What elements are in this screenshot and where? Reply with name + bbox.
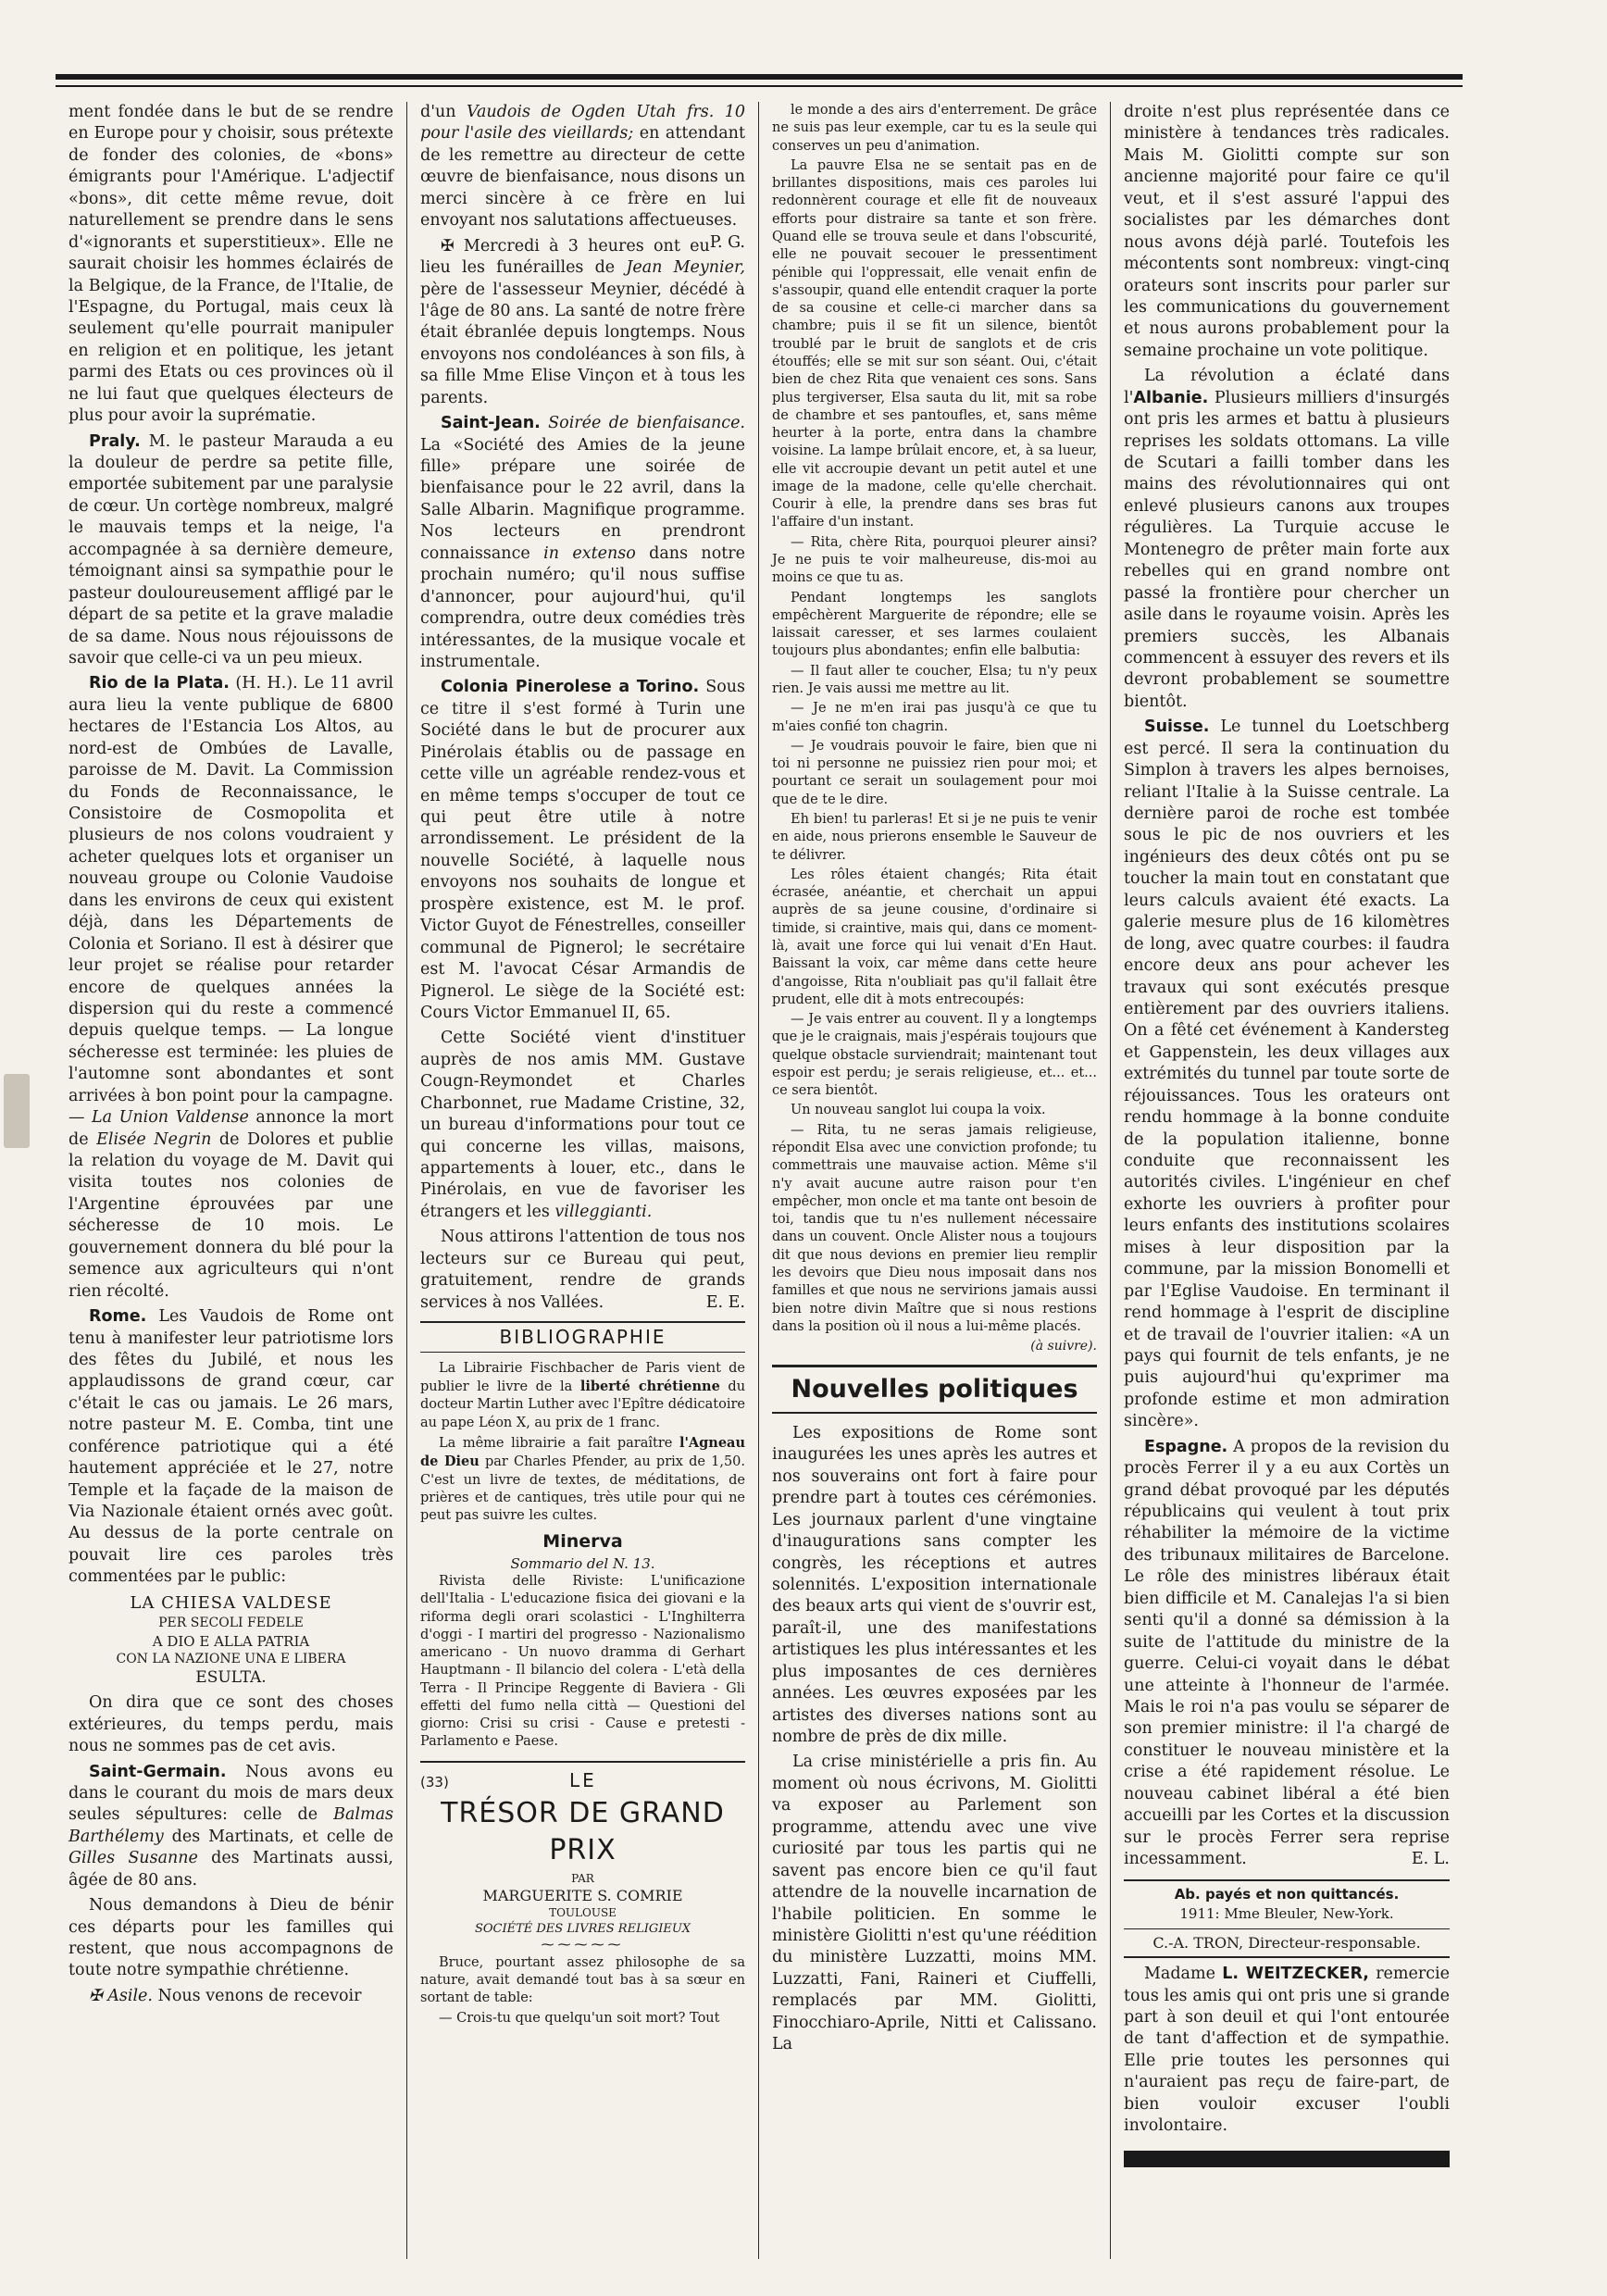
feuilleton-text xyxy=(420,1954,745,2028)
feuilleton-text-2: — Crois-tu que quelqu'un soit mort? Tout xyxy=(439,2010,720,2026)
rome-after: On dira que ce sont des choses extérieures, du temps perdu, mais nous ne sommes pas de cet avis. xyxy=(69,1693,393,1756)
asile-cont-1: d'un xyxy=(420,103,456,121)
espagne-article xyxy=(1124,1437,1450,1871)
rio-article xyxy=(69,673,393,1303)
albanie-text-2: Plusieurs milliers d'insurgés ont pris les armes et battu à plusieurs reprises les soldats ottomans. La ville de Scutari a failli tomber dans les mains des révolutionnaires qui ont enlevé plusieurs canons aux troupes régulières. La Turquie accuse le Montenegro de prêter main forte aux rebelles qui en grand nombre ont passé la frontière pour chercher un asile dans le royaume voisin. Après les premiers succès, les Albanais commencent à essuyer des revers et ils devront probablement se soumettre bientôt. xyxy=(1124,388,1450,711)
ab-title: Ab. payés et non quittancés. xyxy=(1174,1886,1400,1903)
weitzecker-notice xyxy=(1124,1964,1450,2138)
sg-article xyxy=(69,1762,393,1892)
feuilleton-title: TRÉSOR DE GRAND PRIX xyxy=(441,1796,725,1866)
biblio-text-4: par Charles Pfender, au prix de 1,50. C'est un livre de textes, de méditations, de prières et de cantiques, très utile pour qui ne peut pas suivre les cultes. xyxy=(420,1454,746,1524)
pol-continued: droite n'est plus représentée dans ce ministère à tendances très radicales. Mais M. Giolitti compte sur son ancienne majorité pour faire ce qu'il veut, et il s'est assuré l'appui des socialistes par les démarches dont nous avons déjà parlé. Toutefois les mécontents sont nombreux: vingt-cinq orateurs sont inscrits pour parler sur les communications du gouvernement et nous aurons probablement pour la semaine prochaine un vote politique. xyxy=(1124,103,1450,360)
feuilleton-continued xyxy=(772,102,1097,1355)
directeur-line: C.-A. TRON, Directeur-responsable. xyxy=(1124,1928,1450,1958)
fe-para: — Je ne m'en irai pas jusqu'à ce que tu m'aies confié ton chagrin. xyxy=(772,701,1097,734)
weitz-name: L. WEITZECKER, xyxy=(1222,1965,1369,1984)
feuilleton-publisher: SOCIÉTÉ DES LIVRES RELIGIEUX xyxy=(474,1921,691,1936)
suisse-place: Suisse. xyxy=(1144,718,1210,737)
feuilleton-number: (33) xyxy=(420,1773,449,1791)
inscription-line: A DIO E ALLA PATRIA xyxy=(152,1632,310,1650)
asile-cont-2: en attendant de les remettre au directeur de cette œuvre de bienfaisance, nous disons un merci sincère à ce frère en lui envoyant nos salutations affectueuses. xyxy=(420,124,745,231)
praly-text: M. le pasteur Marauda a eu la douleur de perdre sa petite fille, emportée subitement par une paralysie de cœur. Un cortège nombreux, malgré le mauvais temps et la neige, l'a accompagnée à sa dernière demeure, témoignant ainsi sa sympathie pour le pasteur douloureusement affligé par le départ de sa petite et la grave maladie de sa dame. Nous nous réjouissons de savoir que celle-ci va un peu mieux. xyxy=(69,431,393,668)
intro-paragraph: ment fondée dans le but de se rendre en Europe pour y choisir, sous prétexte de fonder des colonies, de «bons» émigrants pour l'Amérique. L'adjectif «bons», dit cette même revue, doit naturellement se prendre dans le sens d'«ignorants et superstitieux». Elle ne saurait choisir les hommes éclairés de la Belgique, de la France, de l'Italie, de l'Espagne, du Portugal, mais ceux là seulement qu'elle pourrait manipuler en religion et en politique, les jetant parmi des Etats ou ces provinces où il ne lui faut que quelques électeurs de plus pour avoir la suprématie. xyxy=(69,103,393,426)
fe-para: Les rôles étaient changés; Rita était écrasée, anéantie, et cherchait un appui auprès de sa jeune cousine, d'ordinaire si timide, si craintive, mais qui, dans ce moment-là, avait une force qui lui venait d'En Haut. Baissant la voix, car même dans cette heure d'angoisse, Rita n'oubliait pas qu'il fallait être prudent, elle dit à mots entrecoupés: xyxy=(772,867,1097,1007)
sj-text-2: dans notre prochain numéro; qu'il nous suffise d'annoncer, pour aujourd'hui, qu'il comprendra, outre deux comédies très intéressantes, de la musique vocale et instrumentale. xyxy=(420,543,745,671)
column-1 xyxy=(56,102,407,2259)
rio-union: La Union Valdense xyxy=(92,1108,249,1128)
a-suivre: (à suivre). xyxy=(1030,1339,1097,1354)
sg-name-2: Gilles Susanne xyxy=(69,1849,198,1868)
ab-payes xyxy=(1124,1879,1450,1922)
fe-para: La pauvre Elsa ne se sentait pas en de brillantes dispositions, mais ces paroles lui redonnèrent courage et elle fit de nouveaux efforts pour distraire sa tante et son frère. Quand elle se trouva seule et dans l'obscurité, elle ne pouvait secouer le pressentiment pénible qui l'oppressait, elle venait enfin de s'assoupir, quand elle entendit craquer la porte de sa cousine et celle-ci marcher dans sa chambre; puis il se fit un silence, bientôt troublé par le bruit de sanglots et de cris étouffés; elle se mit sur son séant. Oui, c'était bien de chez Rita que venaient ces sons. Sans plus tergiverser, Elsa sauta du lit, mit sa robe de chambre et ses pantoufles, et, sans même heurter à la porte, entra dans la chambre voisine. La lampe brûlait encore, et, à sa lueur, elle vit accroupie devant un petit autel et une image de la madone, celle qu'elle cherchait. Courir à elle, la prendre dans ses bras fut l'affaire d'un instant. xyxy=(772,157,1097,530)
asile-continued xyxy=(420,102,745,252)
bibliographie-heading: BIBLIOGRAPHIE xyxy=(420,1321,745,1353)
biblio-bold-1: liberté chrétienne xyxy=(579,1379,720,1395)
rio-place: Rio de la Plata. xyxy=(89,674,230,693)
sg-text-1: Nous avons eu dans le courant du mois de mars deux seules sépultures: celle de xyxy=(69,1762,393,1825)
weitz-text-1: Madame xyxy=(1144,1965,1215,1984)
minerva-section xyxy=(420,1573,745,1752)
rio-text-2: annonce la mort de xyxy=(69,1108,393,1149)
biblio-bold-2: l'Agneau de Dieu xyxy=(420,1434,745,1470)
column-2 xyxy=(407,102,759,2259)
biblio-para-1 xyxy=(420,1360,745,1432)
feuilleton-ornament: ⁓⁓⁓⁓⁓ xyxy=(541,1937,625,1953)
column-4 xyxy=(1111,102,1463,2259)
colonia-text-3: Nous attirons l'attention de tous nos lecteurs sur ce Bureau qui peut, gratuitement, rendre de grands services à nos Vallées. xyxy=(420,1228,745,1312)
sj-sub: Soirée de bienfaisance. xyxy=(548,414,745,433)
colonia-article-3 xyxy=(420,1227,745,1314)
biblio-text-3: La même librairie a fait paraître xyxy=(439,1435,673,1451)
biblio-para-2 xyxy=(420,1434,745,1525)
sg-place: Saint-Germain. xyxy=(89,1762,227,1781)
albanie-text-1: La révolution a éclaté dans l' xyxy=(1124,367,1450,407)
sg-text-4: Nous demandons à Dieu de bénir ces départs pour les familles qui restent, que nous accompagnons de toute notre sympathie chrétienne. xyxy=(69,1896,393,1980)
sg-text-3: des Martinats aussi, âgée de 80 ans. xyxy=(69,1849,393,1890)
feuilleton-head xyxy=(420,1768,745,1793)
fe-para: — Je voudrais pouvoir le faire, bien que ni toi ni personne ne puissiez rien pour moi; et pourtant ce serait un soulagement pour moi que de te le dire. xyxy=(772,738,1097,807)
inscription-line: ESULTA. xyxy=(195,1668,267,1688)
feuilleton xyxy=(420,1761,745,2028)
sg-name-1: Balmas Barthélemy xyxy=(69,1805,393,1846)
feuilleton-city: TOULOUSE xyxy=(549,1906,617,1920)
meynier-name: Jean Meynier, xyxy=(626,258,745,278)
top-rule-thick xyxy=(56,74,1463,80)
asile-text: Nous venons de recevoir xyxy=(157,1986,362,2005)
fe-para: Eh bien! tu parleras! Et si je ne puis te venir en aide, nous prierons ensemble le Sauveur de te délivrer. xyxy=(772,811,1097,863)
espagne-place: Espagne. xyxy=(1144,1437,1228,1456)
sj-text-1: La «Société des Amies de la jeune fille» prépare une soirée de bienfaisance pour le 22 avril, dans la Salle Albarin. Magnifique programme. Nos lecteurs en prendront connaissance xyxy=(420,435,745,563)
asile-label: ✠ Asile. xyxy=(89,1986,153,2005)
colonia-article-2 xyxy=(420,1028,745,1223)
meynier-text-1: ✠ Mercredi à 3 heures ont eu lieu les funérailles de xyxy=(420,236,710,278)
feuilleton-le: LE xyxy=(569,1768,597,1791)
fe-para: Un nouveau sanglot lui coupa la voix. xyxy=(791,1103,1046,1118)
praly-article xyxy=(69,431,393,670)
colonia-italic: villeggianti. xyxy=(554,1202,653,1221)
colonia-title: Colonia Pinerolese a Torino. xyxy=(441,678,700,697)
feuilleton-text-1: Bruce, pourtant assez philosophe de sa nature, avait demandé tout bas à sa sœur en sortant de table: xyxy=(420,1954,745,2006)
fe-para: — Rita, tu ne seras jamais religieuse, répondit Elsa avec une conviction profonde; tu commettrais une mauvaise action. Même s'il n'y avait aucune autre raison pour t'en empêcher, mon oncle et ma tante ont besoin de toi, tandis que tu n'es nullement nécessaire dans un couvent. Oncle Alister nous a toujours dit que nous devions en premier lieu remplir les devoirs que Dieu nous imposait dans nos familles et que nous ne servirions jamais aussi bien notre divin Maître que si nous restions dans la position où il nous a lui-même placés. xyxy=(772,1122,1097,1334)
fe-para: — Je vais entrer au couvent. Il y a longtemps que je le craignais, mais j'espérais toujours que quelque obstacle surviendrait; maintenant tout espoir est perdu; je serais religieuse, et... et... ce sera bientôt. xyxy=(772,1012,1097,1099)
colonia-text-1: Sous ce titre il s'est formé à Turin une Société dans le but de procurer aux Pinérolais établis ou de passage en cette ville un agréable rendez-vous et en même temps s'occuper de tout ce qui peut être utile à notre arrondissement. Le président de la nouvelle Société, à laquelle nous envoyons nos souhaits de longue et prospère existence, est M. le prof. Victor Guyot de Fénestrelles, conseiller communal de Pignerol; le secrétaire est M. l'avocat César Armandis de Pignerol. Le siège de la Société est: Cours Victor Emmanuel II, 65. xyxy=(420,678,745,1022)
margin-stamp xyxy=(4,1074,30,1148)
black-bar xyxy=(1124,2151,1450,2167)
suisse-text: Le tunnel du Loetschberg est percé. Il sera la continuation du Simplon à travers les alpes bernoises, reliant l'Italie à la Suisse centrale. La dernière paroi de roche est tombée sous le pic de nos ouvriers et les ingénieurs des deux côtés ont pu se toucher la main tout en constatant que leurs calculs avaient été exacts. La galerie mesure plus de 16 kilomètres de long, avec quatre courbes: il faudra encore deux ans pour achever les travaux qui sont exécutés presque entièrement par des ouvriers italiens. On a fêté cet événement à Kandersteg et Gappenstein, les deux villages aux extrémités du tunnel par toute sorte de réjouissances. Tous les orateurs ont rendu hommage à la bonne conduite de la population italienne, bonne conduite que reconnaissent les autorités civiles. L'ingénieur en chef exhorte les ouvriers à profiter pour leurs enfants des institutions scolaires mises à leur disposition par la commune, par la mission Bonomelli et par l'Eglise Vaudoise. En terminant il rend hommage à l'esprit de discipline et de travail de l'ouvrier italien: «A un pays qui fournit de tels enfants, je ne puis aujourd'hui qu'exprimer ma profonde estime et mon admiration sincère». xyxy=(1124,718,1450,1431)
praly-place: Praly. xyxy=(89,431,141,451)
inscription-line: CON LA NAZIONE UNA E LIBERA xyxy=(116,1651,346,1666)
fe-para: le monde a des airs d'enterrement. De grâce ne suis pas leur exemple, car tu es la seule qui conserves un peu d'animation. xyxy=(772,103,1097,154)
sj-place: Saint-Jean. xyxy=(441,414,541,433)
rio-text-3: de Dolores et publie la relation du voyage de M. Davit qui visita toutes nos colonies de l'Argentine éprouvées par une sécheresse de 10 mois. Le gouvernement donnera du blé pour la semence aux agriculteurs qui n'ont rien récolté. xyxy=(69,1129,393,1301)
asile-italic: Vaudois de Ogden Utah frs. 10 pour l'asile des vieillards; xyxy=(420,103,745,144)
rome-text: Les Vaudois de Rome ont tenu à manifester leur patriotisme lors des fêtes du Jubilé, et nous les applaudissons de grand cœur, car c'était le cas ou jamais. Le 26 mars, notre pasteur M. E. Comba, tint une conférence patriotique qui a été hautement appréciée et le 27, notre Temple et la façade de la maison de Via Nazionale étaient ornés avec goût. Au dessus de la porte centrale on pouvait lire ces paroles très commentées par le public: xyxy=(69,1307,393,1587)
meynier-text-2: père de l'assesseur Meynier, décédé à l'âge de 80 ans. La santé de notre frère était ébranlée depuis longtemps. Nous envoyons nos condoléances à son fils, à sa fille Mme Elise Vinçon et à tous les parents. xyxy=(420,280,745,407)
espagne-text: A propos de la revision du procès Ferrer il y a eu aux Cortès un grand débat provoqué par les députés républicains qui veulent à tout prix réhabiliter la mémoire de la victime des tribunaux militaires de Barcelone. Le rôle des ministres libéraux était bien difficile et M. Canalejas l'a si bien senti qu'il a donné sa démission à la suite de l'attitude du ministre de la guerre. Celui-ci voyait dans le débat une atteinte à l'honneur de l'armée. Mais le roi n'a pas voulu se séparer de son premier ministre: il l'a chargé de constituer le nouveau ministère et la crise a été rapidement résolue. Le nouveau cabinet libéral a été bien accueilli par les Cortes et la discussion sur le procès Ferrer sera reprise incessamment. xyxy=(1124,1437,1450,1868)
column-3 xyxy=(759,102,1111,2259)
suisse-article xyxy=(1124,717,1450,1432)
colonia-text-2: Cette Société vient d'instituer auprès de nos amis MM. Gustave Cougn-Reymondet et Charles Charbonnet, rue Madame Cristine, 32, un bureau d'informations pour tout ce qui concerne les villas, maisons, appartements à louer, etc., dans le Pinérolais, en vue de favoriser les étrangers et les xyxy=(420,1029,745,1221)
rio-name: Elisée Negrin xyxy=(96,1129,212,1149)
ab-text: 1911: Mme Bleuler, New-York. xyxy=(1179,1904,1394,1922)
rio-text-1: (H. H.). Le 11 avril aura lieu la vente publique de 6800 hectares de l'Estancia Los Altos, au nord-est de Ombúes de Lavalle, paroisse de M. Davit. La Commission du Fonds de Reconnaissance, le Consistoire de Cosmopolita et plusieurs de nos colons voudraient y acheter quelques lots et organiser un nouveau groupe ou Colonie Vaudoise dans les environs de ceux qui existent déjà, dans les Départements de Colonia et Soriano. Il est à désirer que leur projet se réalise pour retarder encore de quelques années la dispersion qui du reste a commencé depuis quelque temps. — La longue sécheresse est terminée: les pluies de l'automne sont abondantes et sont arrivées à bon point pour la campagne. — xyxy=(69,674,393,1128)
inscription-line: LA CHIESA VALDESE xyxy=(130,1592,332,1613)
pol-para: La crise ministérielle a pris fin. Au moment où nous écrivons, M. Giolitti va exposer au Parlement son programme, attendu avec une vive curiosité par tous les partis qui ne savent pas encore bien ce qu'il faut attendre de la nouvelle incarnation de l'habile politicien. En somme le ministère Giolitti n'est qu'une réédition du ministère Luzzatti, moins MM. Luzzatti, Fani, Raineri et Ciuffelli, remplacés par MM. Giolitti, Finocchiaro-Aprile, Nitti et Calissano. La xyxy=(772,1753,1097,2054)
weitz-text-2: remercie tous les amis qui ont pris une si grande part à son deuil et qui l'ont entourée de tant d'affection et de sympathie. Elle prie toutes les personnes qui n'auraient pas reçu de faire-part, de bien vouloir excuser l'oubli involontaire. xyxy=(1124,1965,1450,2136)
albanie-bold: Albanie. xyxy=(1133,388,1209,407)
meynier-article xyxy=(420,236,745,410)
albanie-article xyxy=(1124,366,1450,713)
inscription-line: PER SECOLI FEDELE xyxy=(158,1615,304,1630)
politiques-heading: Nouvelles politiques xyxy=(772,1365,1097,1414)
minerva-title: Minerva xyxy=(542,1531,623,1553)
rome-article xyxy=(69,1306,393,1589)
biblio-text-1: La Librairie Fischbacher de Paris vient de publier le livre de la xyxy=(420,1360,745,1395)
feuilleton-par: PAR xyxy=(571,1871,594,1885)
minerva-subtitle: Sommario del N. 13. xyxy=(510,1554,655,1572)
inscription xyxy=(69,1592,393,1689)
feuilleton-author: MARGUERITE S. COMRIE xyxy=(482,1887,683,1904)
newspaper-columns xyxy=(56,102,1463,2259)
asile-signature: P. G. xyxy=(709,232,745,252)
fe-para: — Il faut aller te coucher, Elsa; tu n'y peux rien. Je vais aussi me mettre au lit. xyxy=(772,663,1097,696)
colonia-article xyxy=(420,677,745,1024)
pol-para: Les expositions de Rome sont inaugurées les unes après les autres et nos souverains ont fort à faire pour prendre part à toutes ces cérémonies. Les journaux parlent d'une vingtaine d'inaugurations sans compter les congrès, les réceptions et autres solennités. L'exposition internationale des beaux arts qui vient de s'ouvrir est, paraît-il, une des manifestations artistiques les plus intéressantes et les plus imposantes de ces dernières années. Les œuvres exposées par les artistes des diverses nations sont au nombre de près de dix mille. xyxy=(772,1423,1097,1747)
fe-para: Pendant longtemps les sanglots empêchèrent Marguerite de répondre; elle se laissait caresser, et ses larmes coulaient toujours plus abondantes; enfin elle balbutia: xyxy=(772,590,1097,659)
sj-article xyxy=(420,413,745,673)
top-rule-thin xyxy=(56,85,1463,87)
sj-italic: in extenso xyxy=(543,543,636,563)
bibliographie-section xyxy=(420,1360,745,1526)
asile-article xyxy=(69,1986,393,2007)
biblio-text-2: du docteur Martin Luther avec l'Epître dédicatoire au pape Léon X, au prix de 1 franc. xyxy=(420,1379,746,1430)
rome-place: Rome. xyxy=(89,1307,147,1327)
fe-para: — Rita, chère Rita, pourquoi pleurer ainsi? Je ne puis te voir malheureuse, dis-moi au moins ce que tu as. xyxy=(772,534,1097,586)
sg-text-2: des Martinats, et celle de xyxy=(171,1827,393,1846)
colonia-signature: E. E. xyxy=(705,1292,745,1312)
espagne-signature: E. L. xyxy=(1411,1850,1450,1868)
minerva-text: Rivista delle Riviste: L'unificazione dell'Italia - L'educazione fisica dei giovani e la riforma degli orari scolastici - L'Inghilterra d'oggi - I martiri del progresso - Nazionalismo americano - Un nuovo dramma di Gerhart Hauptmann - Il bilancio del colera - L'età della Terra - Il Principe Reggente di Baviera - Gli effetti del fumo nella città — Questioni del giorno: Crisi su crisi - Cause e pretesti - Parlamento e Paese. xyxy=(420,1573,745,1750)
